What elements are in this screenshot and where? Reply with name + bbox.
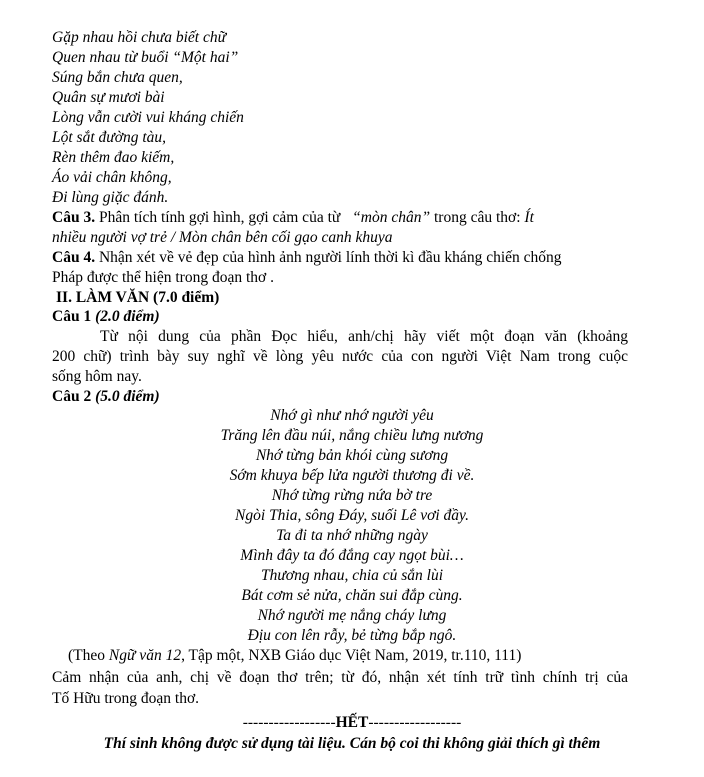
poem2-line-10: Bát cơm sẻ nửa, chăn sui đắp cùng. bbox=[241, 587, 463, 604]
question-4-text-b: Pháp được thể hiện trong đoạn thơ . bbox=[52, 269, 274, 286]
source-rest: , Tập một, NXB Giáo dục Việt Nam, 2019, tr.110, 111) bbox=[181, 647, 522, 664]
essay-2-points: (5.0 điểm) bbox=[95, 388, 160, 405]
poem1-line-6: Lột sắt đường tàu, bbox=[52, 129, 167, 146]
section-2-title: II. LÀM VĂN (7.0 điểm) bbox=[56, 289, 220, 306]
poem1-line-3: Súng bắn chưa quen, bbox=[52, 69, 183, 86]
essay-1-points: (2.0 điểm) bbox=[95, 308, 160, 325]
poem1-line-8: Áo vải chân không, bbox=[52, 169, 172, 186]
poem1-line-2: Quen nhau từ buổi “Một hai” bbox=[52, 49, 239, 66]
poem2-line-9: Thương nhau, chia củ sắn lùi bbox=[260, 567, 444, 584]
end-dashes-left: ------------------ bbox=[242, 714, 336, 731]
source-open: (Theo bbox=[68, 647, 109, 664]
question-3-quoted: “mòn chân” bbox=[352, 209, 431, 226]
question-3-label: Câu 3. bbox=[52, 209, 96, 226]
essay-1-line-3: sống hôm nay. bbox=[52, 368, 142, 385]
poem2-line-2: Trăng lên đầu núi, nắng chiều lưng nương bbox=[220, 427, 484, 444]
poem2-line-8: Mình đây ta đó đắng cay ngọt bùi… bbox=[240, 547, 464, 564]
question-3-quote-start: Ít bbox=[524, 209, 534, 226]
question-4-label: Câu 4. bbox=[52, 249, 96, 266]
essay-1-line-2: 200 chữ) trình bày suy nghĩ về lòng yêu nước của con người Việt Nam trong cuộc bbox=[52, 348, 628, 365]
poem1-line-7: Rèn thêm đao kiếm, bbox=[52, 149, 175, 166]
question-4-text-a: Nhận xét về vẻ đẹp của hình ảnh người lính thời kì đầu kháng chiến chống bbox=[95, 249, 562, 266]
poem2-line-4: Sớm khuya bếp lửa người thương đi về. bbox=[229, 467, 475, 484]
poem2-line-7: Ta đi ta nhớ những ngày bbox=[276, 527, 428, 544]
question-3-text-a: Phân tích tính gợi hình, gợi cảm của từ bbox=[95, 209, 345, 226]
question-4 bbox=[52, 248, 562, 268]
end-word: HẾT bbox=[335, 714, 369, 731]
poem2-line-3: Nhớ từng bản khói cùng sương bbox=[255, 447, 449, 464]
poem1-line-1: Gặp nhau hồi chưa biết chữ bbox=[52, 29, 227, 46]
task-line-2: Tố Hữu trong đoạn thơ. bbox=[52, 690, 200, 707]
poem2-line-6: Ngòi Thia, sông Đáy, suối Lê vơi đầy. bbox=[235, 507, 469, 524]
poem2-line-5: Nhớ từng rừng nứa bờ tre bbox=[271, 487, 433, 504]
essay-1-heading bbox=[52, 307, 160, 327]
question-3-text-b: trong câu thơ: bbox=[430, 209, 525, 226]
task-line-1: Cảm nhận của anh, chị về đoạn thơ trên; từ đó, nhận xét tính trữ tình chính trị của bbox=[52, 669, 628, 686]
source-book: Ngữ văn 12 bbox=[108, 647, 182, 664]
exam-note: Thí sinh không được sử dụng tài liệu. Cán bộ coi thi không giải thích gì thêm bbox=[103, 735, 601, 752]
question-3 bbox=[52, 208, 534, 228]
question-3-quote-rest: nhiều người vợ trẻ / Mòn chân bên cối gạo canh khuya bbox=[52, 229, 393, 246]
end-dashes-right: ------------------ bbox=[368, 714, 462, 731]
poem2-line-11: Nhớ người mẹ nắng cháy lưng bbox=[257, 607, 447, 624]
end-marker bbox=[0, 713, 704, 733]
essay-2-label: Câu 2 bbox=[52, 388, 92, 405]
poem2-line-12: Địu con lên rẫy, bẻ từng bắp ngô. bbox=[247, 627, 457, 644]
poem1-line-4: Quân sự mươi bài bbox=[52, 89, 165, 106]
poem2-line-1: Nhớ gì như nhớ người yêu bbox=[270, 407, 434, 424]
poem1-line-5: Lòng vẫn cười vui kháng chiến bbox=[52, 109, 244, 126]
poem-source bbox=[68, 646, 521, 666]
essay-1-label: Câu 1 bbox=[52, 308, 92, 325]
poem1-line-9: Đi lùng giặc đánh. bbox=[52, 189, 169, 206]
essay-1-line-1: Từ nội dung của phần Đọc hiểu, anh/chị hãy viết một đoạn văn (khoảng bbox=[100, 328, 628, 345]
essay-2-heading bbox=[52, 387, 160, 407]
